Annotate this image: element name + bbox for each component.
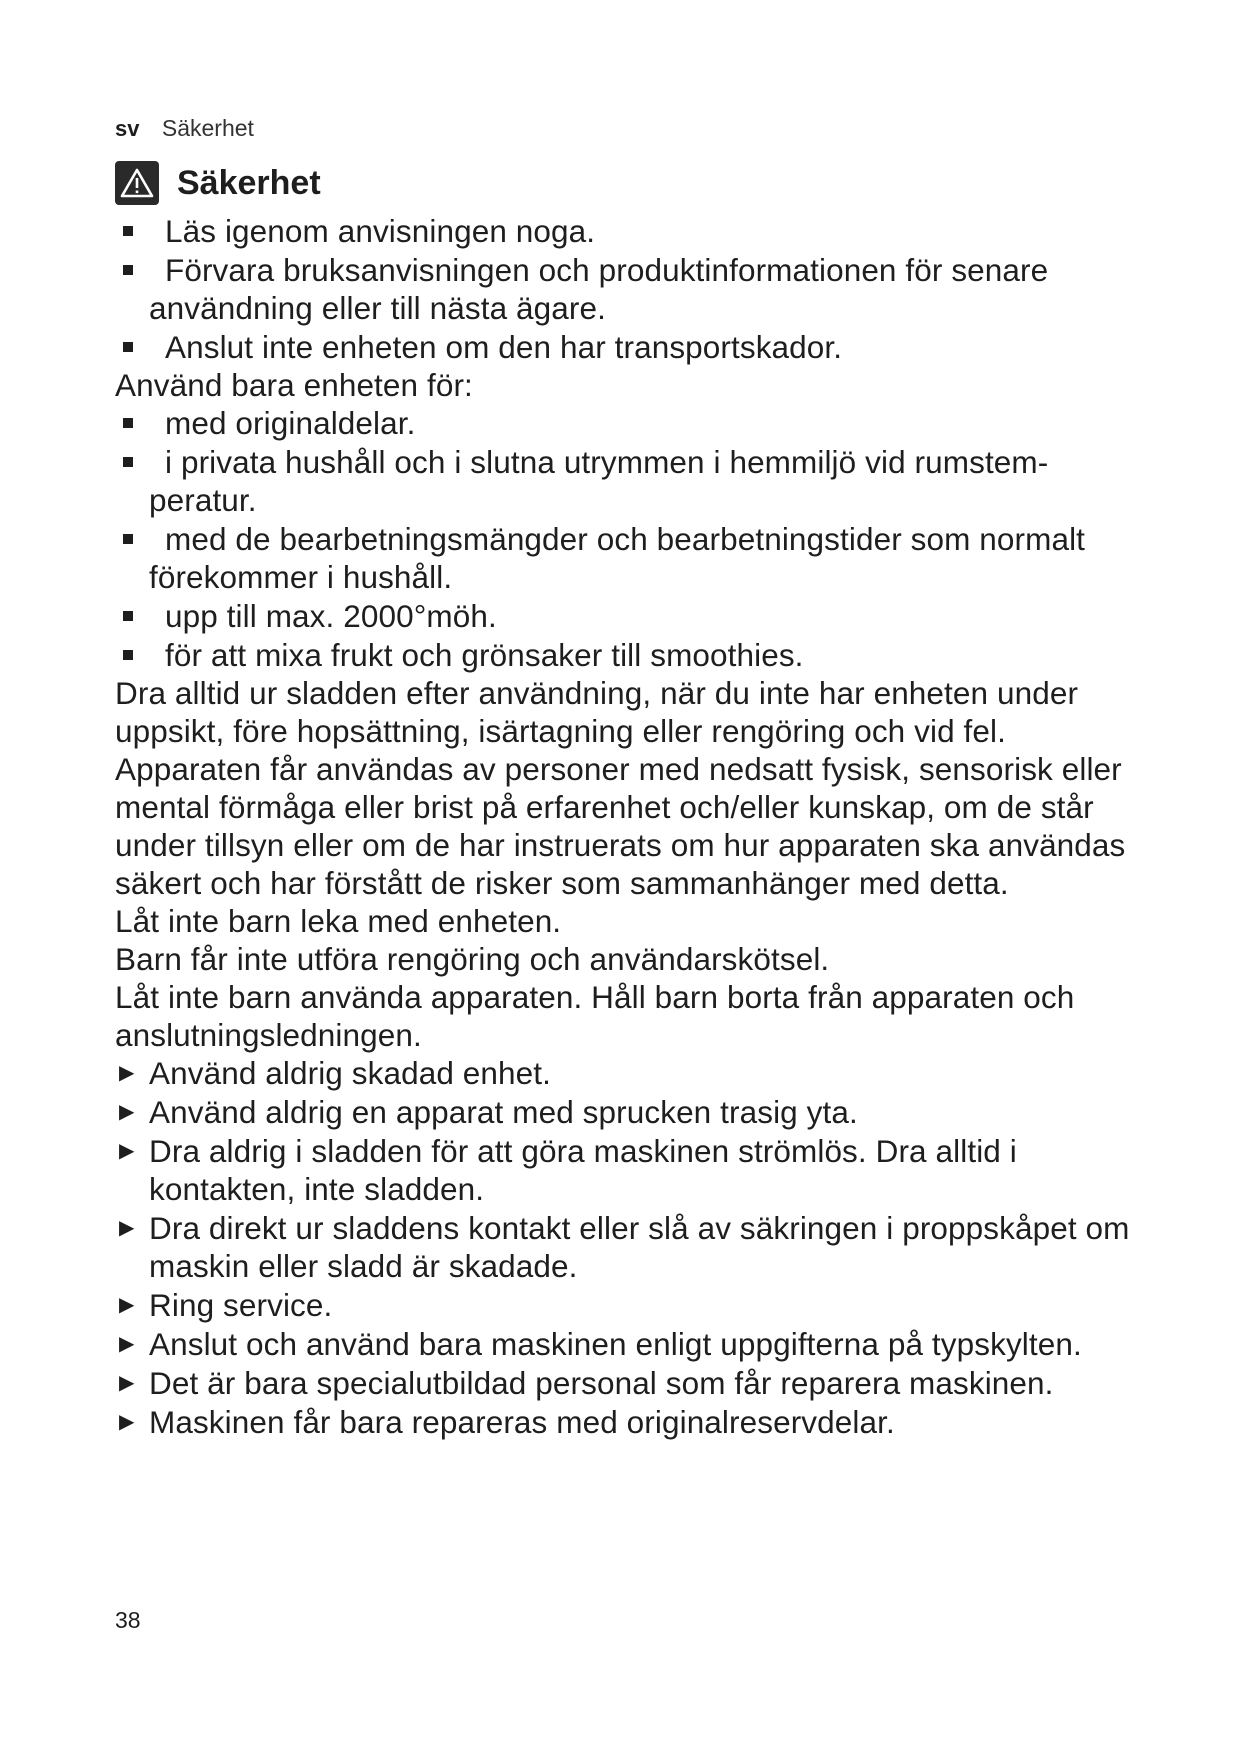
list-item: ▶ Dra aldrig i sladden för att göra maskinen strömlös. Dra alltid i kontakten, inte sladden.: [119, 1133, 1017, 1207]
list-item: med originaldelar.: [115, 404, 1145, 442]
square-bullet-icon: [123, 418, 133, 428]
list-item: med de bearbetningsmängder och bearbetningstider som normalt förekommer i hushåll.: [115, 520, 1145, 596]
arrow-bullet-icon: ▶: [119, 1411, 135, 1433]
arrow-bullet-icon: ▶: [119, 1372, 135, 1394]
square-bullet-icon: [123, 650, 133, 660]
list-item: ▶ Anslut och använd bara maskinen enligt uppgifterna på typskylten.: [119, 1326, 1082, 1362]
paragraph: Barn får inte utföra rengöring och användarskötsel.: [115, 941, 830, 977]
list-item: i privata hushåll och i slutna utrymmen i hemmiljö vid rumstemperatur.: [115, 443, 1145, 519]
square-bullet-icon: [123, 265, 133, 275]
arrow-bullet-icon: ▶: [119, 1217, 135, 1239]
square-bullet-icon: [123, 457, 133, 467]
square-bullet-icon: [123, 611, 133, 621]
arrow-bullet-icon: ▶: [119, 1294, 135, 1316]
list-item: ▶ Använd aldrig en apparat med sprucken trasig yta.: [119, 1094, 858, 1130]
list-item: Läs igenom anvisningen noga.: [115, 212, 1145, 250]
list-item: upp till max. 2000°möh.: [115, 597, 1145, 635]
paragraph: Dra alltid ur sladden efter användning, när du inte har enheten under uppsikt, före hopsättning, isärtagning eller rengöring och vid fel.: [115, 675, 1079, 749]
action-list: [115, 1054, 1145, 1441]
square-bullet-icon: [123, 342, 133, 352]
arrow-bullet-icon: ▶: [119, 1062, 135, 1084]
paragraph: Apparaten får användas av personer med nedsatt fysisk, sensorisk eller mental förmåga eller brist på erfarenhet och/eller kunskap, om de står under tillsyn eller om de har instruerats om hur apparaten ska användas säkert och har förstått de risker som sammanhänger med detta.: [115, 751, 1126, 901]
arrow-bullet-icon: ▶: [119, 1140, 135, 1162]
list-item: ▶ Det är bara specialutbildad personal som får reparera maskinen.: [119, 1365, 1054, 1401]
language-code: sv: [115, 116, 140, 141]
page-number: 38: [115, 1607, 141, 1633]
intro-list: [115, 212, 1145, 366]
list-item: Anslut inte enheten om den har transportskador.: [115, 328, 1145, 366]
page-title: Säkerhet: [177, 164, 321, 202]
arrow-bullet-icon: ▶: [119, 1333, 135, 1355]
list-item: Förvara bruksanvisningen och produktinformationen för senare användning eller till nästa ägare.: [115, 251, 1145, 327]
list-item: ▶ Maskinen får bara repareras med originalreservdelar.: [119, 1404, 895, 1440]
use-only-for-label: Använd bara enheten för:: [115, 367, 473, 403]
arrow-bullet-icon: ▶: [119, 1101, 135, 1123]
square-bullet-icon: [123, 534, 133, 544]
list-item: ▶ Använd aldrig skadad enhet.: [119, 1055, 551, 1091]
use-list: [115, 404, 1145, 674]
square-bullet-icon: [123, 226, 133, 236]
page-header: [115, 114, 254, 143]
list-item: ▶ Ring service.: [119, 1287, 333, 1323]
paragraph: Låt inte barn leka med enheten.: [115, 903, 562, 939]
warning-triangle-icon: [115, 161, 159, 205]
paragraph: Låt inte barn använda apparaten. Håll barn borta från apparaten och anslutningsledningen.: [115, 979, 1075, 1053]
list-item: ▶ Dra direkt ur sladdens kontakt eller slå av säkringen i proppskåpet om maskin eller sladd är skadade.: [119, 1210, 1130, 1284]
list-item: för att mixa frukt och grönsaker till smoothies.: [115, 636, 1145, 674]
section-heading: [115, 160, 321, 206]
header-section-title: Säkerhet: [161, 115, 254, 141]
safety-content: [115, 212, 1145, 1441]
